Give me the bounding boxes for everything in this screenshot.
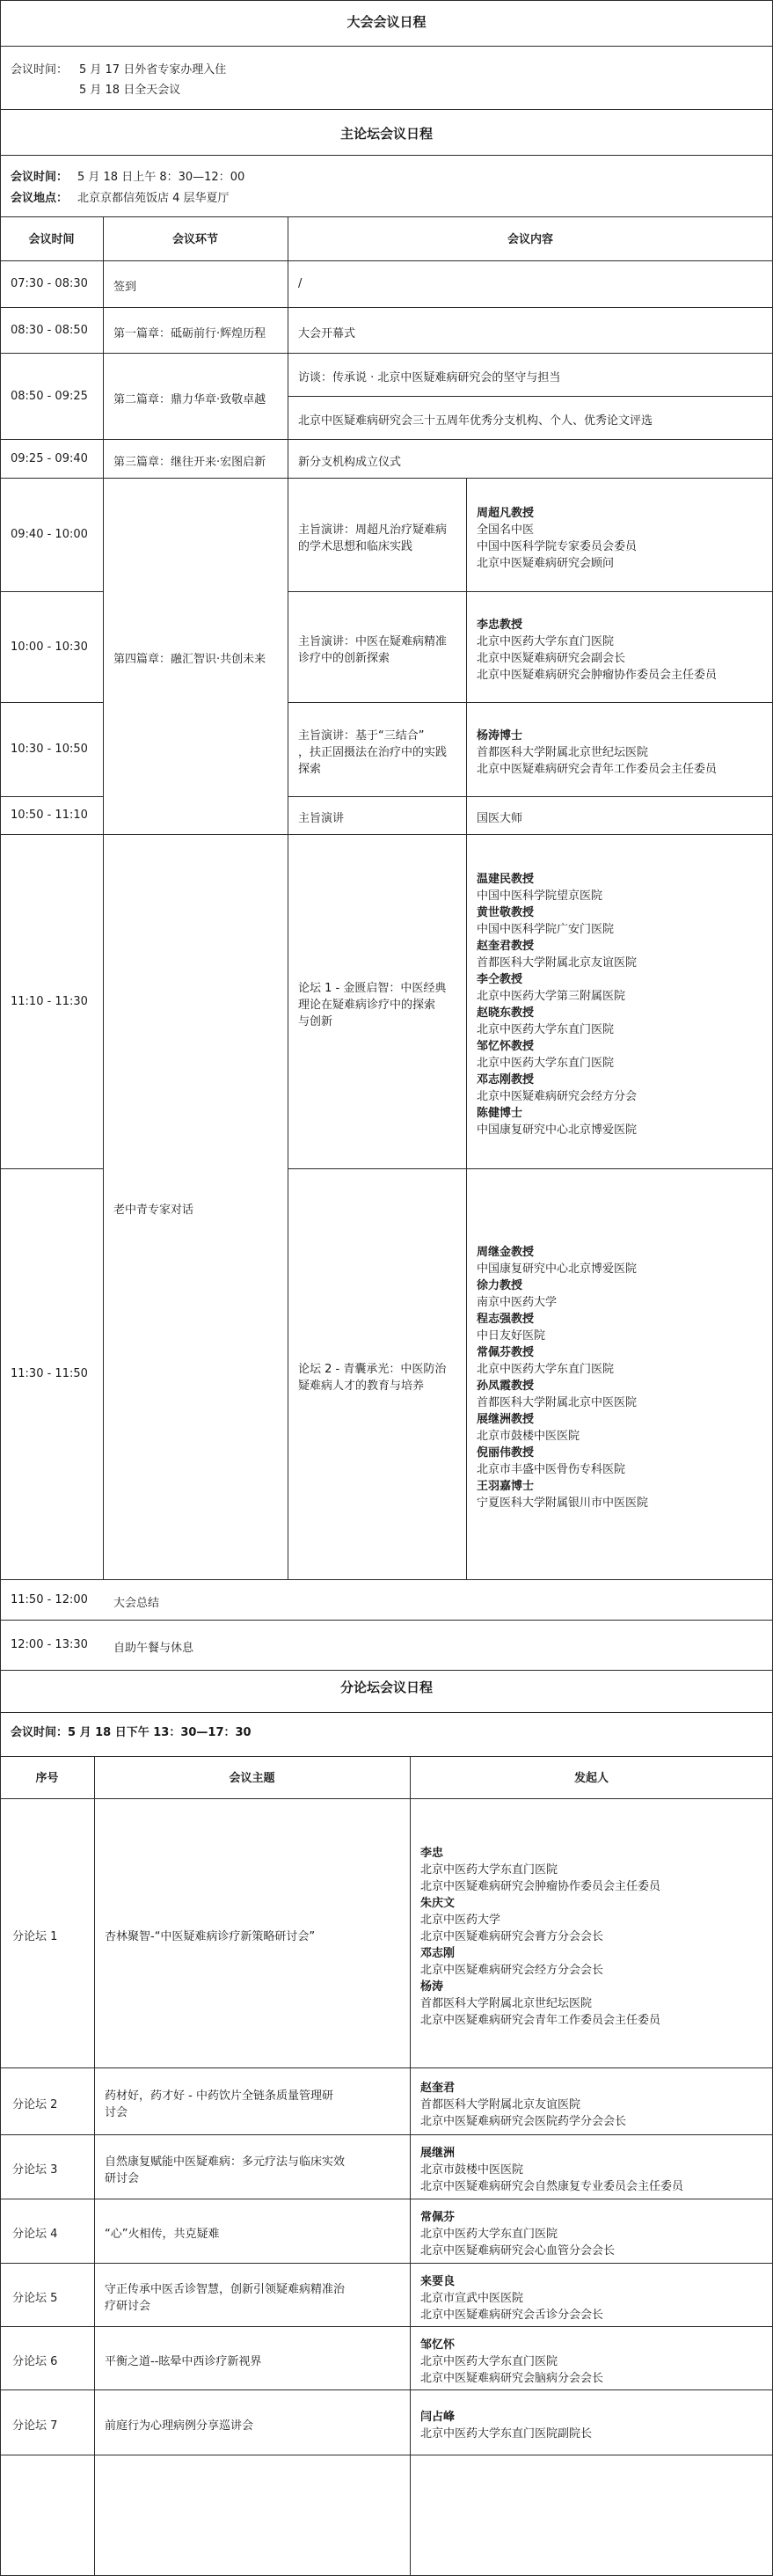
speaker-cell: 北京中医药大学东直门医院 (477, 1057, 615, 1070)
speaker-cell: 陈健博士 (477, 1107, 523, 1120)
table-rule (103, 834, 773, 835)
sub-forum-speaker: 北京中医疑难病研究会肿瘤协作委员会主任委员 (420, 1879, 661, 1893)
table-rule (0, 2263, 773, 2264)
speaker-cell: 北京中医疑难病研究会顾问 (477, 556, 615, 570)
table-rule (0, 1620, 103, 1621)
time-cell: 09:40 - 10:00 (11, 528, 88, 541)
table-rule (0, 1670, 103, 1671)
sub-forum-speaker: 北京中医疑难病研究会心血管分会会长 (420, 2244, 616, 2258)
content-cell: 大会开幕式 (298, 326, 356, 340)
sub-forum-speaker: 北京中医药大学 (420, 1913, 501, 1927)
speaker-cell: 首都医科大学附属北京中医医院 (477, 1395, 638, 1409)
speaker-cell: 赵奎君教授 (477, 940, 535, 953)
speaker-cell: 首都医科大学附属北京友谊医院 (477, 956, 638, 970)
table-rule (0, 2326, 773, 2327)
speaker-cell: 北京中医疑难病研究会青年工作委员会主任委员 (477, 763, 718, 776)
speaker-cell: 杨涛博士 (477, 729, 523, 743)
topic-cell: 疑难病人才的教育与培养 (298, 1379, 425, 1393)
topic-cell: 诊疗中的创新探索 (298, 652, 390, 665)
sub-forum-speaker: 李忠 (420, 1846, 444, 1860)
table-rule (0, 478, 103, 479)
time-cell: 12:00 - 13:30 (11, 1638, 88, 1651)
table-rule (94, 1756, 95, 2576)
topic-cell: 的学术思想和临床实践 (298, 539, 413, 553)
sub-forum-title: 分论坛会议日程 (339, 1680, 433, 1695)
session-cell: 第一篇章：砥砺前行·辉煌历程 (113, 326, 266, 340)
speaker-cell: 北京中医疑难病研究会经方分会 (477, 1090, 638, 1103)
sub-forum-speaker: 北京中医疑难病研究会医院药学分会会长 (420, 2114, 627, 2128)
topic-cell: 论坛 2 - 青囊承光：中医防治 (298, 1362, 447, 1376)
table-rule (0, 2134, 773, 2135)
speaker-cell: 中日友好医院 (477, 1328, 546, 1343)
sub-forum-speaker: 北京中医药大学东直门医院 (420, 1862, 558, 1877)
time-cell: 10:50 - 11:10 (11, 809, 88, 822)
speaker-cell: 北京中医药大学东直门医院 (477, 1023, 615, 1036)
table-rule (0, 260, 773, 261)
topic-cell: ，扶正固摄法在治疗中的实践 (298, 746, 448, 759)
table-rule (0, 796, 103, 797)
column-header: 发起人 (573, 1772, 609, 1785)
sub-forum-number: 分论坛 5 (12, 2291, 58, 2305)
session-cell: 签到 (113, 281, 137, 294)
sub-forum-speaker: 北京中医疑难病研究会自然康复专业委员会主任委员 (420, 2180, 684, 2193)
table-rule (0, 591, 103, 592)
sub-forum-speaker: 北京中医疑难病研究会青年工作委员会主任委员 (420, 2013, 661, 2027)
sub-forum-speaker: 北京市鼓楼中医医院 (420, 2163, 524, 2177)
speaker-cell: 温建民教授 (477, 873, 535, 886)
speaker-cell: 南京中医药大学 (477, 1295, 558, 1309)
divider (0, 155, 773, 156)
column-header: 序号 (35, 1772, 59, 1785)
session-cell: 大会总结 (113, 1596, 160, 1610)
speaker-cell: 周继金教授 (477, 1245, 535, 1259)
table-rule (0, 834, 103, 835)
sub-forum-theme: 药材好，药才好 - 中药饮片全链条质量管理研 (105, 2089, 333, 2103)
speaker-cell: 北京中医药大学东直门医院 (477, 1362, 615, 1376)
session-cell: 第三篇章：继往开来·宏图启新 (113, 455, 266, 469)
table-rule (0, 2389, 773, 2390)
general-title: 大会会议日程 (346, 14, 427, 30)
table-rule (0, 1798, 773, 1799)
speaker-cell: 展继洲教授 (477, 1412, 535, 1426)
speaker-cell: 首都医科大学附属北京世纪坛医院 (477, 746, 649, 759)
sub-forum-theme: 疗研讨会 (105, 2300, 151, 2313)
speaker-cell: 孙凤霞教授 (477, 1379, 535, 1393)
table-rule (0, 1579, 103, 1580)
main-forum-title: 主论坛会议日程 (339, 126, 433, 142)
speaker-cell: 邹忆怀教授 (477, 1040, 535, 1053)
speaker-cell: 国医大师 (477, 812, 523, 825)
main-time-value: 5 月 18 日上午 8：30—12：00 (77, 171, 245, 184)
table-rule (288, 702, 773, 703)
divider (0, 1670, 773, 1671)
sub-forum-speaker: 北京中医疑难病研究会经方分会会长 (420, 1963, 604, 1977)
table-rule (103, 1579, 773, 1580)
speaker-cell: 周超凡教授 (477, 506, 535, 520)
table-rule (0, 307, 103, 308)
sub-forum-theme: 杏林聚智-“中医疑难病诊疗新策略研讨会” (105, 1929, 316, 1943)
speaker-cell: 黄世敬教授 (477, 906, 535, 919)
sub-forum-number: 分论坛 1 (12, 1929, 58, 1943)
session-cell: 自助午餐与休息 (113, 1642, 194, 1655)
speaker-cell: 北京市鼓楼中医医院 (477, 1429, 580, 1443)
column-header: 会议主题 (229, 1772, 275, 1785)
speaker-cell: 李忠教授 (477, 618, 523, 632)
topic-cell: 与创新 (298, 1014, 333, 1028)
sub-forum-speaker: 首都医科大学附属北京友谊医院 (420, 2097, 581, 2111)
time-cell: 10:00 - 10:30 (11, 640, 88, 654)
table-rule (103, 216, 104, 1579)
sub-forum-theme: 研讨会 (105, 2171, 140, 2185)
main-place-label: 会议地点： (11, 192, 69, 205)
divider (0, 109, 773, 110)
topic-cell: 理论在疑难病诊疗中的探索 (298, 998, 436, 1012)
sub-time-text: 会议时间：5 月 18 日下午 13：30—17：30 (11, 1726, 252, 1739)
table-rule (466, 478, 467, 834)
content-cell: 北京中医疑难病研究会三十五周年优秀分支机构、个人、优秀论文评选 (298, 414, 653, 428)
speaker-cell: 中国中医科学院专家委员会委员 (477, 539, 638, 553)
topic-cell: 主旨演讲 (298, 812, 345, 825)
time-cell: 10:30 - 10:50 (11, 743, 88, 756)
sub-forum-speaker: 北京中医疑难病研究会脑病分会会长 (420, 2371, 604, 2385)
sub-forum-speaker: 首都医科大学附属北京世纪坛医院 (420, 1996, 593, 2010)
sub-forum-speaker: 展继洲 (420, 2147, 456, 2160)
general-time-label: 会议时间： (11, 63, 69, 77)
main-place-value: 北京京都信苑饭店 4 层华夏厅 (77, 192, 230, 205)
speaker-cell: 中国中医科学院广安门医院 (477, 923, 615, 936)
topic-cell: 主旨演讲：基于“三结合” (298, 729, 425, 743)
table-rule (0, 1168, 103, 1169)
speaker-cell: 北京中医药大学东直门医院 (477, 635, 615, 648)
speaker-cell: 程志强教授 (477, 1312, 535, 1326)
time-cell: 11:30 - 11:50 (11, 1367, 88, 1380)
sub-forum-number: 分论坛 3 (12, 2163, 58, 2177)
sub-forum-number: 分论坛 2 (12, 2097, 58, 2111)
sub-forum-speaker: 邹忆怀 (420, 2338, 456, 2352)
sub-forum-speaker: 北京市宣武中医医院 (420, 2291, 524, 2305)
session-cell: 第四篇章：融汇智识·共创未来 (113, 653, 266, 666)
sub-forum-speaker: 北京中医药大学东直门医院 (420, 2228, 558, 2241)
table-rule (288, 591, 773, 592)
main-time-label: 会议时间： (11, 171, 69, 184)
speaker-cell: 中国中医科学院望京医院 (477, 889, 603, 903)
speaker-cell: 宁夏医科大学附属银川市中医医院 (477, 1496, 649, 1510)
table-rule (410, 1756, 411, 2576)
sub-forum-speaker: 北京中医疑难病研究会膏方分会会长 (420, 1929, 604, 1943)
column-header: 会议环节 (171, 233, 218, 246)
column-header: 会议时间 (28, 233, 75, 246)
sub-forum-speaker: 朱庆文 (420, 1896, 456, 1910)
speaker-cell: 全国名中医 (477, 523, 535, 537)
sub-forum-number: 分论坛 6 (12, 2354, 58, 2368)
divider (0, 46, 773, 47)
divider (0, 216, 773, 217)
table-rule (0, 2067, 773, 2068)
sub-forum-number: 分论坛 4 (12, 2228, 58, 2241)
speaker-cell: 北京市丰盛中医骨伤专科医院 (477, 1462, 626, 1476)
sub-forum-speaker: 杨涛 (420, 1980, 444, 1994)
time-cell: 11:50 - 12:00 (11, 1592, 88, 1606)
table-rule (0, 702, 103, 703)
time-cell: 09:25 - 09:40 (11, 451, 88, 465)
divider (0, 1712, 773, 1713)
sub-forum-speaker: 常佩芬 (420, 2211, 456, 2224)
speaker-cell: 倪丽伟教授 (477, 1445, 535, 1460)
sub-forum-speaker: 邓志刚 (420, 1946, 456, 1960)
table-rule (466, 834, 467, 1579)
sub-forum-number: 分论坛 7 (12, 2419, 58, 2433)
table-rule (288, 396, 773, 397)
speaker-cell: 邓志刚教授 (477, 1073, 535, 1087)
speaker-cell: 中国康复研究中心北京博爱医院 (477, 1123, 638, 1137)
speaker-cell: 北京中医药大学第三附属医院 (477, 990, 626, 1003)
sub-forum-theme: “心”火相传，共克疑难 (105, 2228, 220, 2241)
session-cell: 第二篇章：鼎力华章·致敬卓越 (113, 392, 266, 406)
sub-forum-theme: 自然康复赋能中医疑难病：多元疗法与临床实效 (105, 2155, 346, 2169)
time-cell: 07:30 - 08:30 (11, 277, 88, 290)
sub-forum-speaker: 来要良 (420, 2274, 456, 2288)
table-rule (103, 353, 773, 354)
time-cell: 11:10 - 11:30 (11, 994, 88, 1008)
table-rule (288, 796, 773, 797)
speaker-cell: 王羽嘉博士 (477, 1479, 535, 1493)
topic-cell: 探索 (298, 763, 322, 776)
table-rule (103, 307, 773, 308)
speaker-cell: 北京中医疑难病研究会肿瘤协作委员会主任委员 (477, 669, 718, 682)
sub-forum-speaker: 赵奎君 (420, 2081, 456, 2095)
speaker-cell: 常佩芬教授 (477, 1345, 535, 1359)
topic-cell: 主旨演讲：中医在疑难病精准 (298, 635, 448, 648)
general-time-line2: 5 月 18 日全天会议 (79, 84, 181, 97)
table-rule (0, 353, 103, 354)
speaker-cell: 中国康复研究中心北京博爱医院 (477, 1262, 638, 1276)
session-cell: 老中青专家对话 (113, 1204, 194, 1217)
sub-forum-speaker: 闫占峰 (420, 2411, 456, 2424)
topic-cell: 论坛 1 - 金匮启智：中医经典 (298, 981, 447, 995)
sub-forum-theme: 平衡之道--眩晕中西诊疗新视界 (105, 2354, 262, 2368)
table-rule (103, 478, 773, 479)
speaker-cell: 李仝教授 (477, 973, 523, 986)
topic-cell: 主旨演讲：周超凡治疗疑难病 (298, 523, 448, 537)
table-rule (103, 439, 773, 440)
sub-forum-speaker: 北京中医药大学东直门医院副院长 (420, 2427, 593, 2441)
sub-forum-speaker: 北京中医药大学东直门医院 (420, 2354, 558, 2368)
column-header: 会议内容 (507, 233, 553, 246)
table-rule (103, 1620, 773, 1621)
sub-forum-theme: 讨会 (105, 2106, 128, 2119)
sub-forum-speaker: 北京中医疑难病研究会舌诊分会会长 (420, 2308, 604, 2322)
speaker-cell: 北京中医疑难病研究会副会长 (477, 652, 626, 665)
general-time-line1: 5 月 17 日外省专家办理入住 (79, 63, 227, 77)
content-cell: 访谈：传承说 · 北京中医疑难病研究会的坚守与担当 (298, 371, 561, 384)
time-cell: 08:50 - 09:25 (11, 389, 88, 403)
content-cell: / (298, 277, 303, 290)
content-cell: 新分支机构成立仪式 (298, 455, 402, 469)
table-rule (288, 1168, 773, 1169)
table-rule (0, 439, 103, 440)
sub-forum-theme: 守正传承中医舌诊智慧，创新引领疑难病精准治 (105, 2283, 346, 2296)
time-cell: 08:30 - 08:50 (11, 323, 88, 337)
divider (0, 1756, 773, 1757)
speaker-cell: 赵晓东教授 (477, 1006, 535, 1020)
sub-forum-theme: 前庭行为心理病例分享巡讲会 (105, 2419, 254, 2433)
speaker-cell: 徐力教授 (477, 1278, 523, 1292)
